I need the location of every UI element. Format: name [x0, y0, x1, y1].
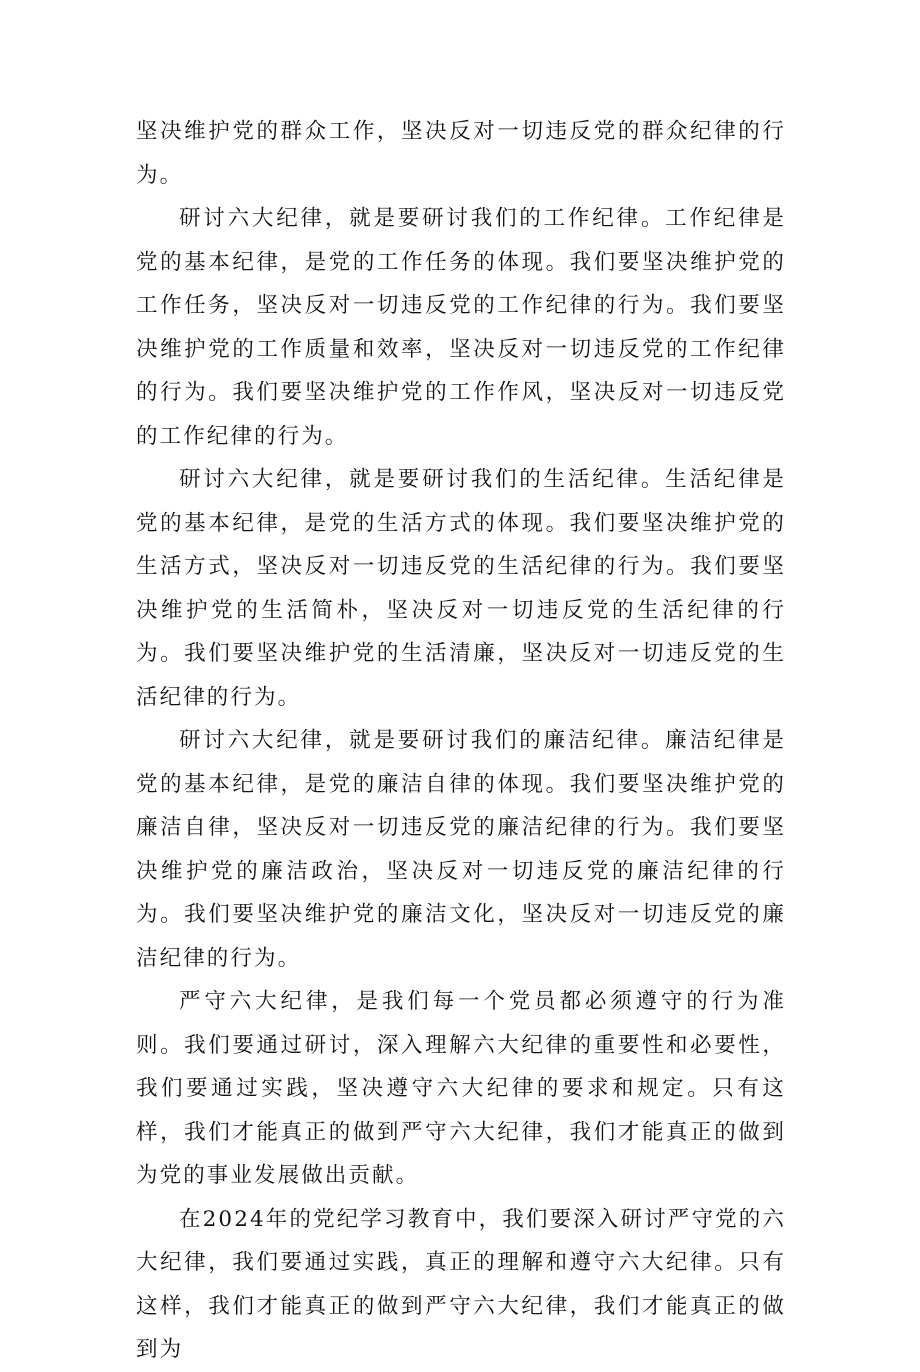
paragraph-work-discipline: 研讨六大纪律，就是要研讨我们的工作纪律。工作纪律是党的基本纪律，是党的工作任务的体现。我们要坚决维护党的工作任务，坚决反对一切违反党的工作纪律的行为。我们要坚决维护党的工作质量和效率，坚决反对一切违反党的工作纪律的行为。我们要坚决维护党的工作作风，坚决反对一切违反党的工作纪律的行为。	[136, 206, 786, 449]
paragraph-strict-observance: 严守六大纪律，是我们每一个党员都必须遵守的行为准则。我们要通过研讨，深入理解六大纪律的重要性和必要性，我们要通过实践，坚决遵守六大纪律的要求和规定。只有这样，我们才能真正的做到严守六大纪律，我们才能真正的做到为党的事业发展做出贡献。	[136, 989, 786, 1188]
paragraph-integrity-discipline: 研讨六大纪律，就是要研讨我们的廉洁纪律。廉洁纪律是党的基本纪律，是党的廉洁自律的体现。我们要坚决维护党的廉洁自律，坚决反对一切违反党的廉洁纪律的行为。我们要坚决维护党的廉洁政治，坚决反对一切违反党的廉洁纪律的行为。我们要坚决维护党的廉洁文化，坚决反对一切违反党的廉洁纪律的行为。	[136, 728, 786, 971]
paragraph-2024-education: 在2024年的党纪学习教育中，我们要深入研讨严守党的六大纪律，我们要通过实践，真正的理解和遵守六大纪律。只有这样，我们才能真正的做到严守六大纪律，我们才能真正的做到为	[136, 1206, 786, 1362]
paragraph-life-discipline: 研讨六大纪律，就是要研讨我们的生活纪律。生活纪律是党的基本纪律，是党的生活方式的体现。我们要坚决维护党的生活方式，坚决反对一切违反党的生活纪律的行为。我们要坚决维护党的生活简朴，坚决反对一切违反党的生活纪律的行为。我们要坚决维护党的生活清廉，坚决反对一切违反党的生活纪律的行为。	[136, 467, 786, 710]
paragraph-mass-discipline-end: 坚决维护党的群众工作，坚决反对一切违反党的群众纪律的行为。	[136, 119, 786, 188]
document-body	[136, 110, 786, 1372]
